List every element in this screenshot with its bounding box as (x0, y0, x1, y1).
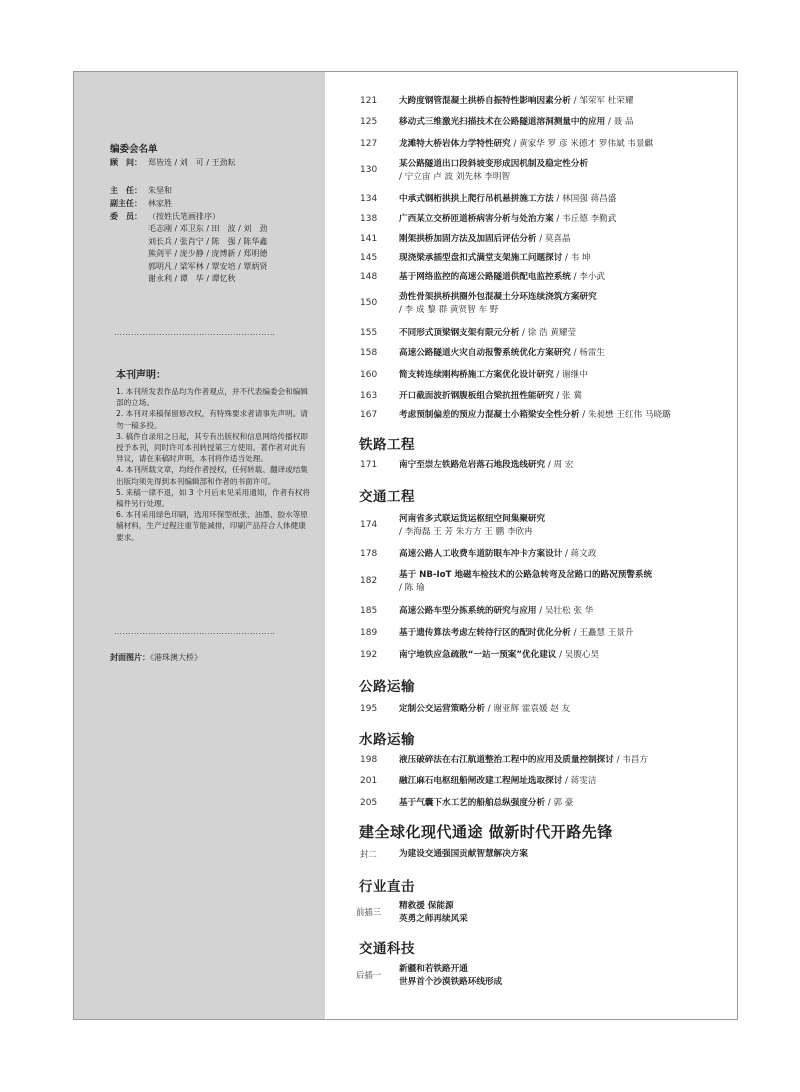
members-line: 刘长兵 / 张肖宁 / 陈 强 / 陈华鑫 (148, 236, 268, 246)
members-line: 谢永利 / 谭 华 / 谭忆秋 (148, 274, 236, 284)
entry-title: 为建设交通强国贡献智慧解决方案 (399, 849, 528, 859)
entry-title: 劲性骨架拱桥拱圈外包混凝土分环连续浇筑方案研究 (399, 292, 597, 302)
page-number: 148 (360, 272, 378, 282)
page-number: 130 (360, 165, 378, 175)
authors: / 邹荣军 杜荣耀 (570, 96, 634, 106)
title-text: 基于网络监控的高速公路隧道供配电监控系统 (399, 272, 571, 282)
authors: / 莫喜晶 (536, 234, 571, 244)
title-text: 不同形式顶梁钢支架有限元分析 (399, 328, 520, 338)
director-name: 朱坚和 (148, 186, 172, 195)
authors: / 吴腹心昊 (556, 650, 600, 660)
authors: / 谢继中 (553, 370, 588, 380)
section-heading-highway: 公路运输 (359, 679, 415, 695)
page-number: 160 (360, 370, 378, 380)
entry-title (399, 703, 733, 715)
entry-title (399, 775, 733, 787)
authors: / 周 宏 (545, 460, 574, 470)
toc-list (325, 72, 737, 1019)
entry-title (399, 369, 733, 381)
authors: / 杨雷生 (570, 348, 606, 358)
authors: / 韦丘德 李勤武 (553, 214, 617, 224)
page-number: 205 (360, 798, 378, 808)
page-number: 封二 (360, 849, 377, 859)
title-text: 中承式钢桁拱拱上爬行吊机悬拼施工方法 (399, 194, 554, 204)
entry-subtitle: 英勇之师再续风采 (399, 914, 468, 924)
title-text: 高速公路人工收费车道防眼车冲卡方案设计 (399, 549, 563, 559)
vice-director-row (110, 198, 172, 209)
authors: / 聂 品 (605, 117, 634, 127)
title-text: 高速公路隧道火灾自动报警系统优化方案研究 (399, 348, 571, 358)
title-text: 开口截面波折钢腹板组合梁抗扭性能研究 (399, 391, 554, 401)
vice-director-label: 副主任： (110, 199, 142, 208)
toc-entry[interactable] (325, 900, 733, 926)
members-line: 毛志刚 / 邓卫东 / 田 波 / 刘 劲 (148, 224, 268, 233)
entry-title (399, 271, 733, 283)
section-heading-slogan: 建全球化现代通途 做新时代开路先锋 (359, 823, 613, 841)
page-number: 167 (360, 410, 378, 420)
advisor-row (110, 157, 236, 168)
title-text: 基于气囊下水工艺的船舶总纵强度分析 (399, 798, 546, 808)
page-number: 125 (360, 117, 378, 127)
page-number: 195 (360, 704, 378, 714)
notice-item: 2. 本刊对来稿保留修改权，有特殊要求者请事先声明。请勿一稿多投。 (116, 409, 308, 430)
editorial-board-title: 编委会名单 (110, 144, 158, 155)
section-heading-industry: 行业直击 (359, 879, 415, 895)
title-text: 南宁至崇左铁路危岩落石地段选线研究 (399, 460, 546, 470)
page-number: 141 (360, 234, 378, 244)
members-line: 郭明凡 / 梁军林 / 覃安培 / 覃炳贤 (148, 261, 268, 271)
authors: / 王矗慧 王景升 (570, 628, 634, 638)
entry-title (399, 327, 733, 339)
entry-title (399, 459, 733, 471)
notice-item: 6. 本刊采用绿色印刷，选用环保型纸张、油墨、胶水等原辅材料，生产过程注重节能减排，印刷产品符合人体健康要求。 (116, 510, 308, 542)
notice-item: 5. 来稿一律不退，如 3 个月后未见采用通知，作者有权将稿件另行处理。 (116, 487, 310, 509)
entry-title: 基于 NB-IoT 地磁车检技术的公路急转弯及岔路口的路况预警系统 (399, 570, 653, 580)
entry-title (399, 347, 733, 359)
page-number: 163 (360, 391, 378, 401)
members-note: （按姓氏笔画排序） (148, 212, 220, 221)
cover-label: 封面图片： (110, 653, 150, 662)
authors: / 郭 豪 (545, 798, 574, 808)
members-line: 熊剑平 / 庞少静 / 庞博新 / 郑明德 (148, 249, 268, 259)
page-number: 158 (360, 348, 378, 358)
title-text: 基于遗传算法考虑左转待行区的配时优化分析 (399, 628, 571, 638)
page-number: 201 (360, 776, 378, 786)
members-list (148, 223, 267, 286)
cover-value: 《港珠澳大桥》 (150, 653, 202, 662)
entry-title (399, 605, 733, 617)
entry-title (399, 138, 733, 150)
toc-entry[interactable] (325, 963, 733, 989)
authors: / 李 成 黎 群 黄贤智 车 野 (399, 305, 499, 315)
authors: / 李海磊 王 芳 朱方方 王 鹏 李欣冉 (399, 527, 533, 537)
entry-title (399, 252, 733, 264)
advisor-label: 顾 问： (110, 158, 142, 167)
vice-director-name: 林家胜 (148, 199, 172, 208)
authors: / 黄家华 罗 彦 米德才 罗伟斌 韦景麒 (510, 139, 654, 149)
toc-entry[interactable] (325, 291, 733, 317)
entry-title (399, 627, 733, 639)
advisor-names: 郑皆连 / 刘 可 / 王劲耘 (148, 158, 236, 167)
notice-item: 3. 稿件自录用之日起，其专有出版权和信息网络传播权即授予本刊，同时许可本刊转授第三方使用。著作者对此有异议，请在来稿时声明，本刊将作适当处理。 (116, 431, 308, 464)
page-number: 134 (360, 194, 378, 204)
section-heading-tech: 交通科技 (359, 941, 415, 957)
cover-caption (110, 652, 202, 663)
title-text: 现浇梁承插型盘扣式满堂支架施工问题探讨 (399, 253, 563, 263)
dotted-divider: ………………………………………………… (114, 627, 276, 636)
authors: / 韦 坤 (562, 253, 591, 263)
page-number: 198 (360, 755, 378, 765)
authors: / 谢亚辉 霍袁媛 赵 友 (484, 704, 571, 714)
entry-title (399, 548, 733, 560)
authors: / 徐 浩 黄耀莹 (519, 328, 577, 338)
title-text: 考虑预制偏差的预应力混凝土小箱梁安全性分析 (399, 410, 580, 420)
page-number: 178 (360, 549, 378, 559)
entry-title (399, 754, 733, 766)
entry-title (399, 193, 733, 205)
title-text: 广西某立交桥匝道桥病害分析与处治方案 (399, 214, 554, 224)
entry-title (399, 95, 733, 107)
title-text: 南宁地铁应急疏散“一站一预案”优化建议 (399, 650, 557, 660)
title-text: 刚架拱桥加固方法及加固后评估分析 (399, 234, 537, 244)
authors: / 林国强 蒋昌盛 (553, 194, 617, 204)
title-text: 龙滩特大桥岩体力学特性研究 (399, 139, 511, 149)
page-number: 182 (360, 576, 378, 586)
page-number: 185 (360, 606, 378, 616)
director-label: 主 任： (110, 186, 142, 195)
section-heading-railway: 铁路工程 (359, 437, 415, 453)
page-number: 192 (360, 650, 378, 660)
entry-title (399, 213, 733, 225)
entry-title: 某公路隧道出口段斜坡变形成因机制及稳定性分析 (399, 159, 589, 169)
title-text: 大跨度钢管混凝土拱桥自振特性影响因素分析 (399, 96, 571, 106)
page-number: 145 (360, 253, 378, 263)
page-number: 后插一 (356, 970, 382, 980)
authors: / 蒋文政 (562, 549, 597, 559)
notice-item: 1. 本刊所发表作品均为作者观点，并不代表编委会和编辑部的立场。 (116, 387, 308, 408)
director-row (110, 185, 172, 196)
entry-title: 精救援 保能源 (399, 901, 454, 911)
page-frame (73, 71, 738, 1020)
members-row (110, 211, 220, 222)
title-text: 高速公路车型分拣系统的研究与应用 (399, 606, 537, 616)
page-number: 174 (360, 520, 378, 530)
authors: / 陈 瑜 (399, 583, 425, 593)
entry-subtitle: 世界首个沙漠铁路环线形成 (399, 977, 503, 987)
authors: / 宁立宙 卢 波 刘先林 李明智 (399, 172, 511, 182)
toc-entry[interactable] (325, 158, 733, 184)
members-label: 委 员： (110, 212, 142, 221)
section-heading-transport: 交通工程 (359, 489, 415, 505)
page-number: 189 (360, 628, 378, 638)
title-text: 融江麻石电枢纽船闸改建工程闸址选取探讨 (399, 776, 563, 786)
toc-entry[interactable] (325, 513, 733, 539)
authors: / 蒋雯洁 (562, 776, 597, 786)
authors: / 朱昶懋 王红伟 马晓璐 (579, 410, 671, 420)
title-text: 简支转连续刚构桥施工方案优化设计研究 (399, 370, 554, 380)
table-of-contents (325, 72, 737, 1019)
notice-item: 4. 本刊所载文章，均经作者授权，任何转载、翻译或结集出版均须先得到本刊编辑部和作者的书面许可。 (116, 465, 308, 486)
entry-title: 河南省多式联运货运枢纽空间集聚研究 (399, 514, 546, 524)
authors: / 李小武 (570, 272, 606, 282)
dotted-divider: ………………………………………………… (114, 328, 276, 337)
entry-title (399, 797, 733, 809)
entry-title (399, 649, 733, 661)
title-text: 液压破碎法在右江航道整治工程中的应用及质量控制探讨 (399, 755, 614, 765)
page-number: 前插三 (356, 907, 382, 917)
entry-title (399, 390, 733, 402)
authors: / 韦昌方 (613, 755, 648, 765)
title-text: 移动式三维激光扫描技术在公路隧道溶洞测量中的应用 (399, 117, 606, 127)
page-number: 150 (360, 298, 378, 308)
entry-title (399, 116, 733, 128)
entry-title: 新疆和若铁路开通 (399, 964, 468, 974)
notice-title: 本刊声明： (116, 370, 166, 381)
sidebar-panel (74, 72, 325, 1019)
page-number: 155 (360, 328, 378, 338)
entry-title (399, 409, 733, 421)
page-number: 138 (360, 214, 378, 224)
entry-title (399, 233, 733, 245)
notice-body (116, 386, 311, 543)
title-text: 定制公交运营策略分析 (399, 704, 485, 714)
page-number: 121 (360, 96, 378, 106)
authors: / 吴壮松 张 华 (536, 606, 594, 616)
section-heading-waterway: 水路运输 (359, 732, 415, 748)
page-number: 171 (360, 460, 378, 470)
page-number: 127 (360, 139, 378, 149)
authors: / 张 冀 (553, 391, 582, 401)
toc-entry[interactable] (325, 569, 733, 595)
